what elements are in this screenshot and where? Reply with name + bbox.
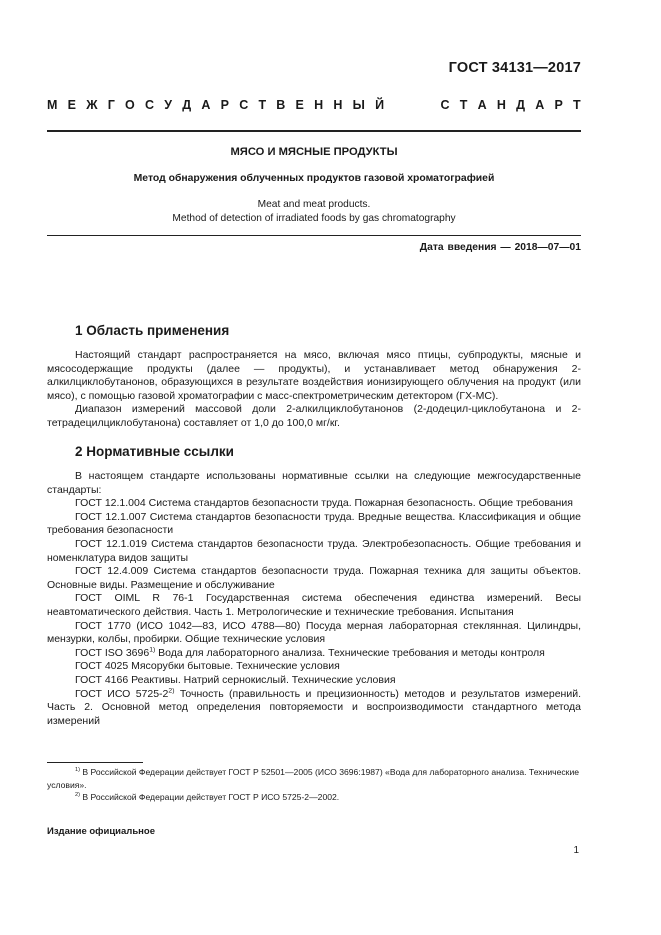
banner-letter: А (535, 98, 545, 112)
banner-letter: Е (67, 98, 76, 112)
paragraph: В настоящем стандарте использованы нормативные ссылки на следующие межгосударственные стандарты: (47, 470, 581, 496)
reference-title: Вода для лабораторного анализа. Технические требования и методы контроля (155, 646, 545, 659)
official-edition-label: Издание официальное (47, 826, 155, 837)
banner-letter: С (440, 98, 450, 112)
footnote-number: 1) (75, 767, 80, 774)
banner-letter: Т (573, 98, 581, 112)
section-1-heading: 1 Область применения (75, 323, 230, 338)
banner-letter: М (47, 98, 58, 112)
banner-letter: Д (182, 98, 192, 112)
banner-letter: О (125, 98, 135, 112)
english-title (47, 198, 581, 225)
english-title-line: Method of detection of irradiated foods by gas chromatography (172, 212, 456, 224)
normative-reference: ГОСТ 1770 (ИСО 1042—83, ИСО 4788—80) Посуда мерная лабораторная стеклянная. Цилиндры, мензурки, колбы, пробирки. Общие технические условия (47, 619, 581, 646)
header-divider (47, 130, 581, 132)
banner-letter: У (164, 98, 173, 112)
document-title: МЯСО И МЯСНЫЕ ПРОДУКТЫ (230, 146, 398, 158)
banner-letter: С (239, 98, 249, 112)
footnote-mark[interactable]: 1) (149, 646, 156, 654)
normative-reference: ГОСТ OIML R 76-1 Государственная система обеспечения единства измерений. Весы неавтоматического действия. Часть 1. Метрологические и технические требования. Испытания (47, 592, 581, 618)
banner-letter: Е (295, 98, 304, 112)
english-title-line: Meat and meat products. (257, 199, 371, 210)
banner-letter: Т (459, 98, 468, 112)
section-2-body (47, 470, 581, 728)
normative-reference: ГОСТ 12.1.004 Система стандартов безопасности труда. Пожарная безопасность. Общие требования (75, 497, 573, 510)
section-2-heading: 2 Нормативные ссылки (75, 444, 234, 459)
banner-letter: А (201, 98, 211, 112)
normative-reference: ГОСТ 12.1.007 Система стандартов безопасности труда. Вредные вещества. Классификация и общие требования безопасности (47, 510, 581, 537)
banner-letter: Т (258, 98, 267, 112)
footnote-text: В Российской Федерации действует ГОСТ Р 52501—2005 (ИСО 3696:1987) «Вода для лабораторного анализа. Технические условия». (47, 767, 580, 790)
banner-letter: В (276, 98, 286, 112)
footnote-number: 2) (75, 792, 80, 799)
normative-reference: ГОСТ 12.1.019 Система стандартов безопасности труда. Электробезопасность. Общие требования и номенклатура видов защиты (47, 537, 581, 564)
banner-letter: Р (220, 98, 229, 112)
footnote (47, 766, 581, 791)
banner-letter: Ы (352, 98, 365, 112)
normative-reference: ГОСТ 4025 Мясорубки бытовые. Технические условия (75, 660, 340, 673)
banner-letter: С (145, 98, 155, 112)
paragraph: Настоящий стандарт распространяется на мясо, включая мясо птицы, субпродукты, мясные и мясосодержащие продукты (далее — продукты), и устанавливает метод обнаружения 2-алкилциклобутанонов, образующихся в результате воздействия ионизирующего облучения на продукт (или мясо), с помощью газовой хроматографии с масс-спектрометрическим детектором (ГХ-МС). (47, 349, 581, 402)
banner-letter: Н (333, 98, 343, 112)
banner-letter: Н (314, 98, 324, 112)
footnote-mark[interactable]: 2) (168, 687, 175, 694)
normative-reference: ГОСТ 12.4.009 Система стандартов безопасности труда. Пожарная техника для защиты объектов. Основные виды. Размещение и обслуживание (47, 565, 581, 591)
section-1-body (47, 349, 581, 431)
footnotes (47, 766, 581, 804)
banner-letter: Ж (86, 98, 98, 112)
document-subtitle: Метод обнаружения облученных продуктов газовой хроматографией (133, 173, 495, 184)
banner-letter: Н (496, 98, 506, 112)
page-number: 1 (573, 845, 579, 856)
interstate-standard-banner (47, 98, 581, 112)
banner-letter: Й (375, 98, 385, 112)
banner-letter: А (477, 98, 487, 112)
reference-code: ГОСТ ISO 3696 (75, 646, 150, 659)
banner-letter: Г (107, 98, 115, 112)
reference-code: ГОСТ ИСО 5725-2 (75, 687, 169, 700)
normative-reference: ГОСТ 4166 Реактивы. Натрий сернокислый. Технические условия (75, 673, 396, 686)
title-divider (47, 235, 581, 236)
banner-letter: Р (554, 98, 563, 112)
footnote-text: В Российской Федерации действует ГОСТ Р ИСО 5725-2—2002. (79, 792, 340, 802)
introduction-date: Дата введения — 2018—07—01 (419, 242, 581, 253)
normative-reference (47, 688, 581, 729)
normative-reference (47, 647, 581, 661)
footnote (47, 791, 581, 804)
banner-letter: Д (516, 98, 526, 112)
standard-code: ГОСТ 34131—2017 (448, 60, 581, 76)
footnote-divider (47, 762, 143, 763)
reference-title: Точность (правильность и прецизионность) методов и результатов измерений. Часть 2. Основной метод определения повторяемости и воспроизводимости стандартного метода измерений (47, 687, 581, 727)
paragraph: Диапазон измерений массовой доли 2-алкилциклобутанонов (2-додецил-циклобутанона и 2-тетрадецилциклобутанона) составляет от 1,0 до 100,0 мг/кг. (47, 403, 581, 429)
